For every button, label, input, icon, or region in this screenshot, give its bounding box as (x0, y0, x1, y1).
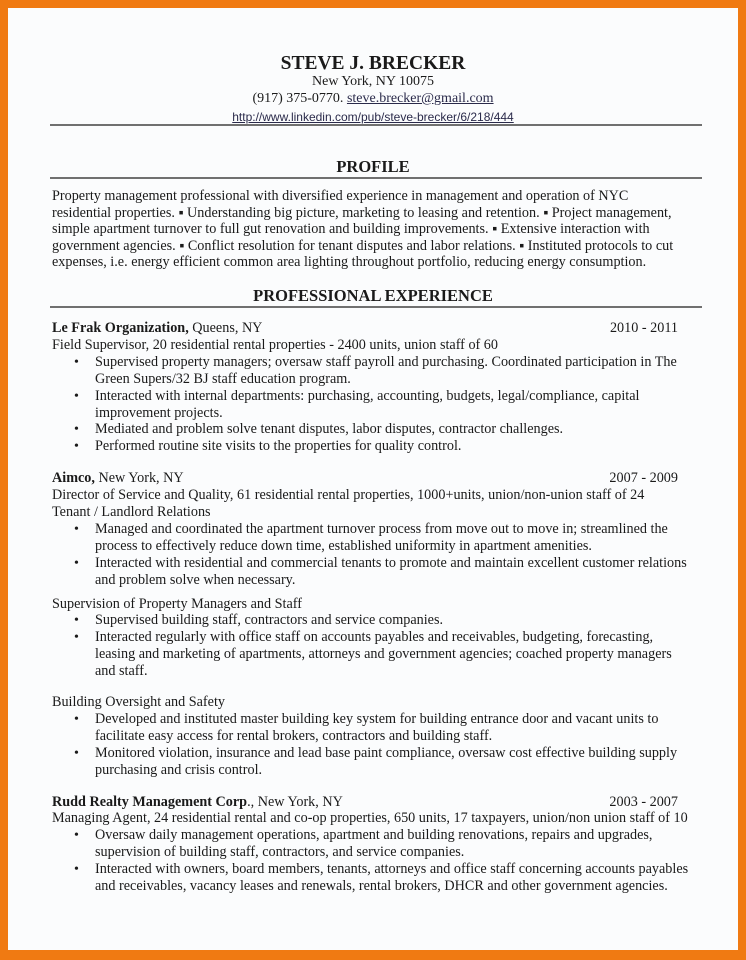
bullet-icon: • (74, 711, 79, 727)
linkedin-link[interactable]: http://www.linkedin.com/pub/steve-brecker/6/218/444 (232, 110, 514, 124)
bullet-item-line: Monitored violation, insurance and lead base paint compliance, oversaw cost effective building supply (95, 744, 678, 761)
email-link[interactable]: steve.brecker@gmail.com (346, 91, 494, 106)
phone: (917) 375-0770. (252, 91, 344, 106)
employer-location: New York, NY (94, 470, 184, 487)
bullet-icon: • (74, 613, 79, 629)
bullet-icon: • (74, 828, 79, 844)
header-divider (50, 124, 702, 126)
bullet-icon: • (74, 388, 79, 404)
profile-line: simple apartment turnover to full gut renovation and building improvements. ▪ Extensive interaction with (52, 221, 650, 237)
bullet-icon: • (74, 555, 79, 571)
bullet-item-line: Supervised building staff, contractors and service companies. (95, 612, 444, 629)
profile-line: government agencies. ▪ Conflict resolution for tenant disputes and labor relations. ▪ Instituted protocols to cut (52, 237, 674, 254)
profile-line: Property management professional with diversified experience in management and operation of NYC (52, 188, 629, 204)
bullet-item-line: Interacted with owners, board members, tenants, attorneys and office staff concerning accounts payables (95, 861, 689, 878)
role-line: Director of Service and Quality, 61 residential rental properties, 1000+units, union/non-union staff of 24 (52, 487, 645, 504)
role-line: Supervision of Property Managers and Staff (52, 595, 302, 612)
bullet-icon: • (74, 745, 79, 761)
employment-dates: 2010 - 2011 (609, 320, 678, 336)
bullet-icon: • (74, 521, 79, 537)
employer-line (52, 320, 262, 337)
employer-location: ., New York, NY (247, 793, 343, 810)
bullet-item-line: Green Supers/32 BJ staff education program. (95, 370, 351, 387)
profile-line: expenses, i.e. energy efficient common area lighting throughout portfolio, reducing energy consumption. (52, 254, 647, 270)
bullet-item-line: supervision of building staff, contractors, and service companies. (95, 844, 465, 861)
bullet-icon: • (74, 354, 79, 370)
bullet-item-line: Interacted with residential and commercial tenants to promote and maintain excellent customer relations (95, 554, 687, 571)
employer-line (52, 470, 184, 487)
bullet-icon: • (74, 439, 79, 455)
employment-dates: 2003 - 2007 (609, 793, 678, 810)
bullet-item-line: and receivables, vacancy leases and renewals, rental brokers, DHCR and other government agencies. (95, 878, 668, 894)
role-line: Field Supervisor, 20 residential rental properties - 2400 units, union staff of 60 (52, 336, 498, 353)
experience-divider (50, 306, 702, 308)
employer-name: Aimco, (52, 470, 95, 487)
bullet-icon: • (74, 862, 79, 878)
profile-heading: PROFILE (336, 157, 410, 176)
bullet-item-line: Performed routine site visits to the properties for quality control. (95, 438, 462, 455)
bullet-item-line: purchasing and crisis control. (95, 761, 263, 778)
employer-name: Le Frak Organization, (52, 320, 189, 336)
bullet-icon: • (74, 422, 79, 438)
contact-line (8, 91, 738, 107)
bullet-item-line: Interacted regularly with office staff on accounts payables and receivables, budgeting, forecasting, (95, 629, 654, 646)
bullet-item-line: process to effectively reduce down time, established uniformity in apartment amenities. (95, 537, 592, 554)
employer-line (52, 794, 343, 811)
profile-divider (50, 177, 702, 179)
bullet-item-line: Supervised property managers; oversaw staff payroll and purchasing. Coordinated participation in The (95, 353, 677, 370)
bullet-item-line: improvement projects. (95, 404, 223, 421)
candidate-name: STEVE J. BRECKER (280, 53, 466, 74)
employment-dates: 2007 - 2009 (609, 470, 678, 487)
bullet-item-line: Developed and instituted master building key system for building entrance door and vacant units to (95, 710, 659, 727)
employer-name: Rudd Realty Management Corp (52, 793, 248, 810)
bullet-item-line: Interacted with internal departments: purchasing, accounting, budgets, legal/compliance, capital (95, 387, 640, 404)
role-line: Building Oversight and Safety (52, 694, 225, 710)
employer-location: Queens, NY (188, 320, 263, 336)
bullet-item-line: Mediated and problem solve tenant disputes, labor disputes, contractor challenges. (95, 421, 564, 438)
bullet-item-line: and staff. (95, 663, 148, 680)
resume-page (8, 8, 738, 950)
role-line: Tenant / Landlord Relations (52, 504, 211, 520)
bullet-item-line: Oversaw daily management operations, apartment and building renovations, repairs and upgrades, (95, 827, 653, 844)
bullet-item-line: leasing and marketing of apartments, attorneys and government agencies; coached property managers (95, 646, 672, 663)
role-line: Managing Agent, 24 residential rental and co-op properties, 650 units, 17 taxpayers, union/non union staff of 10 (52, 810, 688, 827)
bullet-icon: • (74, 630, 79, 646)
profile-line: residential properties. ▪ Understanding big picture, marketing to leasing and retention. ▪ Project management, (52, 204, 672, 221)
bullet-item-line: Managed and coordinated the apartment turnover process from move out to move in; streamlined the (95, 520, 668, 537)
address: New York, NY 10075 (312, 74, 434, 89)
experience-heading: PROFESSIONAL EXPERIENCE (253, 286, 493, 305)
bullet-item-line: facilitate easy access for rental brokers, contractors and building staff. (95, 727, 493, 744)
bullet-item-line: and problem solve when necessary. (95, 571, 296, 588)
